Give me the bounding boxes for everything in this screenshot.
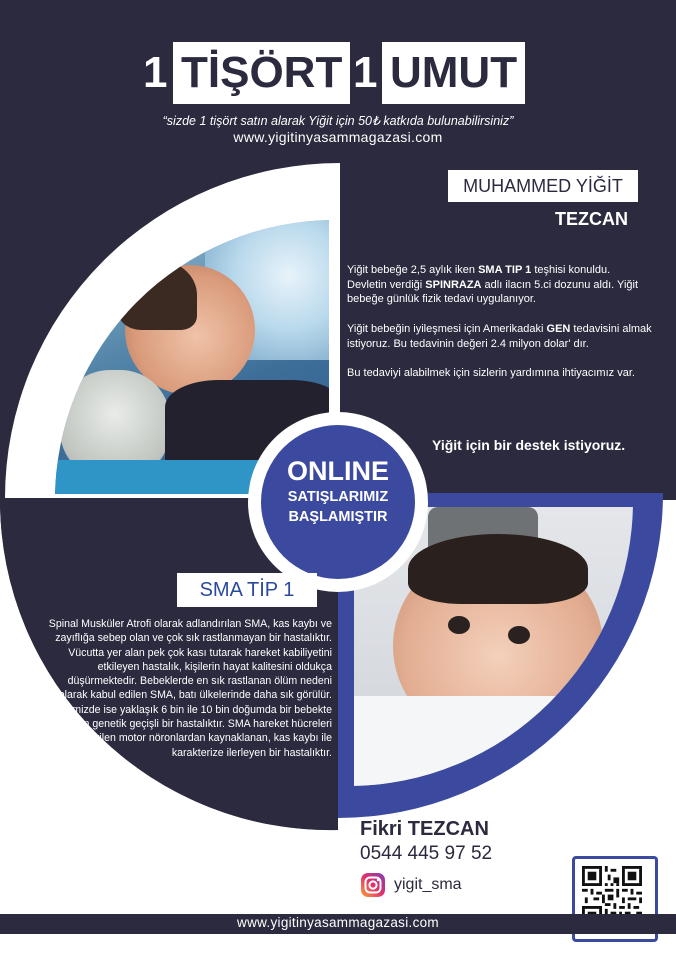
badge-line-online: ONLINE [286, 456, 389, 486]
instagram-icon[interactable] [360, 872, 386, 898]
title-word-tisort: TİŞÖRT [173, 42, 350, 104]
contact-phone: 0544 445 97 52 [360, 843, 493, 864]
sma-title: SMA TİP 1 [199, 579, 295, 601]
badge-line-baslamistir: BAŞLAMIŞTIR [288, 509, 388, 525]
story-paragraph-1: Yiğit bebeğe 2,5 aylık iken SMA TIP 1 teşhisi konuldu. Devletin verdiği SPINRAZA adlı ilacın 5.ci dozunu aldı. Yiğit bebeğe günlük fizik tedavi uygulanıyor. [347, 264, 639, 305]
footer-website[interactable]: www.yigitinyasammagazasi.com [237, 915, 439, 930]
story-paragraph-2: Yiğit bebeğin iyileşmesi için Amerikadaki GEN tedavisini almak istiyoruz. Bu tedavinin değeri 2.4 milyon dolar' dır. [347, 323, 652, 350]
name-first: MUHAMMED YİĞİT [463, 176, 623, 196]
title-number-2: 1 [353, 48, 378, 97]
support-text: Yiğit için bir destek istiyoruz. [432, 437, 626, 453]
sma-description: Spinal Musküler Atrofi olarak adlandırılan SMA, kas kaybı ve zayıflığa sebep olan ve çok sık rastlanmayan bir hastalıktır. Vücutta yer alan pek çok kası tutarak hareket kabiliyetini etkileyen hastalık, kişilerin hayat kalitesini oldukça düşürmektedir. Bebeklerde en sık rastlanan ölüm nedeni olarak kabul edilen SMA, batı ülkelerinde daha sık görülür. Ülkemizde ise yaklaşık 6 bin ile 10 bin doğumda bir bebekte görülen genetik geçişli bir hastalıktır. SMA hareket hücreleri adı verilen motor nöronlardan kaynaklanan, kas kaybı ile karakterize ilerleyen bir hastalıktır. [48, 618, 332, 759]
tagline: “sizde 1 tişört satın alarak Yiğit için 50₺ katkıda bulunabilirsiniz” [162, 114, 514, 128]
title-word-umut: UMUT [382, 42, 525, 104]
story-paragraph-3: Bu tedaviyi alabilmek için sizlerin yardımına ihtiyacımız var. [347, 367, 635, 379]
contact-name: Fikri TEZCAN [360, 818, 489, 840]
name-last: TEZCAN [555, 209, 628, 229]
title-number-1: 1 [143, 48, 168, 97]
header-website: www.yigitinyasammagazasi.com [233, 129, 443, 145]
badge-line-satislarimiz: SATIŞLARIMIZ [287, 489, 389, 505]
instagram-handle[interactable]: yigit_sma [394, 876, 462, 893]
